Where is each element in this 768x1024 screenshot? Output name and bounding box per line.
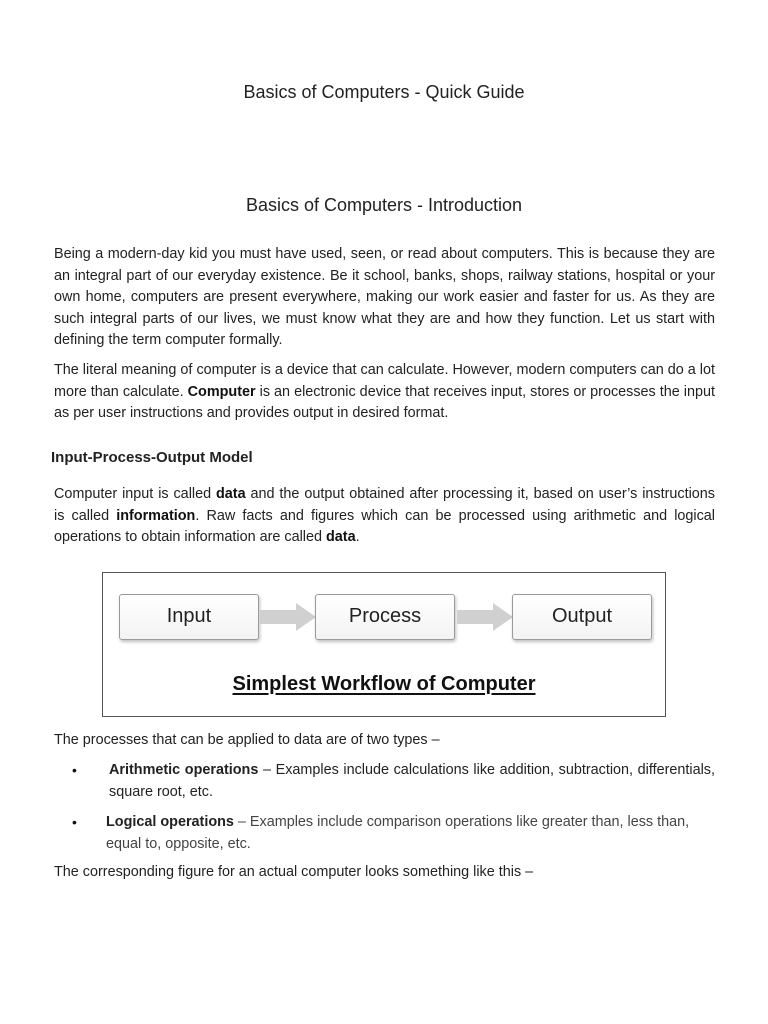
data-term: data xyxy=(216,486,246,502)
arithmetic-operations-term: Arithmetic operations xyxy=(109,762,259,778)
process-box: Process xyxy=(315,594,455,640)
logical-operations-desc: – Examples include comparison operations like greater than, less than, equal to, opposite, etc. xyxy=(106,814,690,852)
output-box: Output xyxy=(512,594,652,640)
definition-text-2: is an electronic device that receives input, stores or processes the input as per user instructions and provides output in desired format. xyxy=(54,383,715,421)
data-text-2: and the output obtained after processing it, based on user’s instructions is called xyxy=(54,486,716,524)
intro-paragraph: Being a modern-day kid you must have used, seen, or read about computers. This is because they are an integral part of our everyday existence. Be it school, banks, shops, railway stations, hospital or your own home, computers are present everywhere, making our work easier and faster for us. As they are such integral parts of our lives, we must know what they are and how they function. Let us start with defining the term computer formally. xyxy=(54,246,715,348)
definition-paragraph xyxy=(54,360,715,425)
bullet-icon: • xyxy=(72,814,77,830)
data-term-2: data xyxy=(326,529,356,545)
process-types-paragraph: The processes that can be applied to data are of two types – xyxy=(54,732,440,748)
section-title: Basics of Computers - Introduction xyxy=(245,195,523,215)
arithmetic-operations-desc: – Examples include calculations like addition, subtraction, differentials, square root, etc. xyxy=(109,762,715,800)
computer-term: Computer xyxy=(187,383,256,400)
arrow-right-icon xyxy=(260,603,316,631)
ipo-model-heading: Input-Process-Output Model xyxy=(51,449,253,466)
input-box: Input xyxy=(119,594,259,640)
figure-caption xyxy=(103,673,665,696)
actual-computer-paragraph: The corresponding figure for an actual computer looks something like this – xyxy=(54,864,534,880)
data-text-4: . xyxy=(355,529,360,545)
arithmetic-operations-item xyxy=(109,760,715,803)
bullet-icon: • xyxy=(72,762,77,778)
information-term: information xyxy=(116,507,196,524)
arrow-right-icon xyxy=(457,603,513,631)
data-text-1: Computer input is called xyxy=(54,486,216,502)
logical-operations-term: Logical operations xyxy=(106,814,234,830)
logical-operations-item xyxy=(106,812,715,855)
data-information-paragraph xyxy=(54,484,715,549)
document-title: Basics of Computers - Quick Guide xyxy=(243,82,525,102)
workflow-figure xyxy=(102,572,666,717)
definition-text-1: The literal meaning of computer is a device that can calculate. However, modern computers can do a lot more than calculate. xyxy=(54,362,715,400)
data-text-3: . Raw facts and figures which can be processed using arithmetic and logical operations to obtain information are called xyxy=(54,507,715,545)
figure-caption-text: Simplest Workflow of Computer xyxy=(232,673,536,695)
